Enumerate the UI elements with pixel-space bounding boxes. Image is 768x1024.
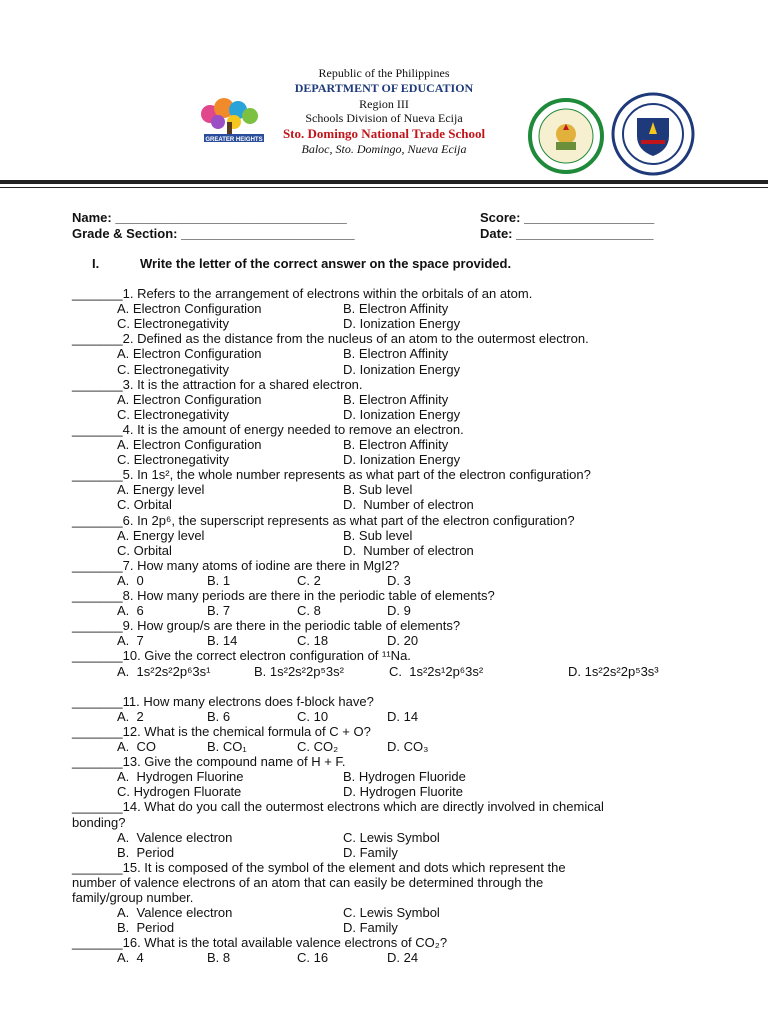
- answer-option: B. 8: [207, 950, 231, 966]
- answer-option: B. 1: [207, 572, 231, 588]
- answer-option: D. 24: [387, 950, 419, 966]
- answer-option: C. Orbital: [117, 497, 172, 513]
- answer-option: C. Orbital: [117, 542, 172, 558]
- answer-option: A. 1s²2s²2p⁶3s¹: [117, 663, 211, 679]
- answer-option: A. 2: [117, 708, 144, 724]
- answer-option: C. Electronegativity: [117, 361, 229, 377]
- answer-option: B. 1s²2s²2p⁵3s²: [254, 663, 344, 679]
- division-seal: [528, 98, 604, 174]
- answer-option: A. 0: [117, 572, 144, 588]
- answer-option: D. Ionization Energy: [343, 452, 461, 468]
- grade-section-field[interactable]: Grade & Section: ________________________: [72, 226, 355, 241]
- answer-option: B. Electron Affinity: [343, 301, 449, 317]
- question-text: _______9. How group/s are there in the periodic table of elements?: [72, 618, 461, 634]
- question-text: _______3. It is the attraction for a shared electron.: [72, 376, 363, 392]
- answer-option: A. 6: [117, 603, 144, 619]
- answer-option: C. Electronegativity: [117, 406, 229, 422]
- answer-option: A. Electron Configuration: [117, 391, 262, 407]
- answer-option: D. 9: [387, 603, 411, 619]
- answer-option: C. 10: [297, 708, 329, 724]
- question-text: _______16. What is the total available valence electrons of CO₂?: [72, 935, 448, 951]
- answer-option: A. Energy level: [117, 482, 205, 498]
- date-field[interactable]: Date: ___________________: [480, 226, 654, 241]
- answer-option: D. Ionization Energy: [343, 316, 461, 332]
- department-line: DEPARTMENT OF EDUCATION: [294, 81, 474, 95]
- deped-seal: [611, 92, 695, 176]
- answer-option: A. Valence electron: [117, 829, 233, 845]
- answer-option: D. Ionization Energy: [343, 406, 461, 422]
- division-line: Schools Division of Nueva Ecija: [305, 111, 463, 125]
- answer-option: C. Lewis Symbol: [343, 829, 440, 845]
- answer-option: D. 1s²2s²2p⁵3s³: [568, 663, 659, 679]
- answer-option: A. CO: [117, 739, 157, 754]
- answer-option: B. 6: [207, 708, 231, 724]
- answer-option: D. 14: [387, 708, 419, 724]
- question-text: _______11. How many electrons does f-block have?: [72, 693, 374, 709]
- answer-option: C. Hydrogen Fluorate: [117, 784, 242, 800]
- answer-option: C. Lewis Symbol: [343, 905, 440, 921]
- region-line: Region III: [359, 97, 409, 111]
- answer-option: A. 4: [117, 950, 144, 966]
- answer-option: D. Family: [343, 920, 398, 936]
- answer-option: B. Sub level: [343, 527, 413, 543]
- answer-option: B. Sub level: [343, 482, 413, 498]
- section-number: I.: [92, 256, 100, 271]
- answer-option: B. Electron Affinity: [343, 346, 449, 362]
- answer-option: D. Number of electron: [343, 497, 474, 513]
- question-text: _______4. It is the amount of energy needed to remove an electron.: [72, 421, 464, 437]
- question-text: _______12. What is the chemical formula of C + O?: [72, 723, 371, 739]
- answer-option: A. Energy level: [117, 527, 205, 543]
- answer-option: B. Hydrogen Fluoride: [343, 769, 466, 785]
- answer-option: A. 7: [117, 633, 144, 649]
- score-field[interactable]: Score: __________________: [480, 210, 655, 225]
- answer-option: D. CO₃: [387, 739, 429, 754]
- answer-option: A. Valence electron: [117, 905, 233, 921]
- question-text: _______15. It is composed of the symbol of the element and dots which represent the: [72, 859, 566, 875]
- answer-option: D. Number of electron: [343, 542, 474, 558]
- answer-option: C. 2: [297, 572, 321, 588]
- answer-option: A. Electron Configuration: [117, 346, 262, 362]
- question-text: _______5. In 1s², the whole number represents as what part of the electron configuration?: [72, 467, 591, 483]
- question-text: _______1. Refers to the arrangement of electrons within the orbitals of an atom.: [72, 286, 533, 301]
- answer-option: B. Period: [117, 844, 175, 860]
- svg-text:GREATER HEIGHTS: GREATER HEIGHTS: [205, 137, 263, 143]
- school-name: Sto. Domingo National Trade School: [282, 126, 486, 141]
- section-instruction: Write the letter of the correct answer on the space provided.: [140, 256, 512, 271]
- answer-option: C. 16: [297, 950, 329, 966]
- answer-option: B. Electron Affinity: [343, 391, 449, 407]
- question-text: _______2. Defined as the distance from the nucleus of an atom to the outermost electron.: [72, 331, 589, 347]
- answer-option: B. 7: [207, 603, 231, 619]
- answer-option: A. Electron Configuration: [117, 301, 262, 317]
- answer-option: C. 1s²2s¹2p⁶3s²: [389, 663, 484, 679]
- school-address: Baloc, Sto. Domingo, Nueva Ecija: [301, 142, 467, 156]
- answer-option: B. Period: [117, 920, 175, 936]
- republic-line: Republic of the Philippines: [318, 66, 450, 80]
- question-text: _______10. Give the correct electron configuration of ¹¹Na.: [72, 648, 411, 664]
- answer-option: B. Electron Affinity: [343, 437, 449, 452]
- question-text: _______8. How many periods are there in the periodic table of elements?: [72, 588, 495, 603]
- answer-option: C. 18: [297, 633, 329, 649]
- question-text: _______13. Give the compound name of H + F.: [72, 754, 346, 770]
- answer-option: A. Hydrogen Fluorine: [117, 769, 244, 785]
- answer-option: D. Hydrogen Fluorite: [343, 784, 463, 800]
- answer-option: C. 8: [297, 603, 321, 619]
- answer-option: C. CO₂: [297, 739, 339, 754]
- answer-option: C. Electronegativity: [117, 316, 229, 332]
- answer-option: D. Ionization Energy: [343, 361, 461, 377]
- answer-option: D. 3: [387, 572, 411, 588]
- question-text-continued: bonding?: [72, 814, 126, 830]
- question-text: _______7. How many atoms of iodine are there in MgI2?: [72, 557, 400, 573]
- question-text-continued: family/group number.: [72, 890, 194, 905]
- name-field[interactable]: Name: ________________________________: [72, 210, 347, 225]
- answer-option: D. Family: [343, 844, 398, 860]
- answer-option: A. Electron Configuration: [117, 437, 262, 452]
- question-text: _______6. In 2p⁶, the superscript represents as what part of the electron configuration?: [72, 512, 575, 528]
- question-text: _______14. What do you call the outermost electrons which are directly involved in chemical: [72, 799, 604, 815]
- answer-option: D. 20: [387, 633, 419, 649]
- question-text-continued: number of valence electrons of an atom that can easily be determined through the: [72, 874, 544, 890]
- answer-option: C. Electronegativity: [117, 452, 229, 468]
- answer-option: B. CO₁: [207, 739, 247, 754]
- header-rule-thick: [0, 180, 768, 184]
- header-rule-thin: [0, 187, 768, 188]
- answer-option: B. 14: [207, 633, 238, 649]
